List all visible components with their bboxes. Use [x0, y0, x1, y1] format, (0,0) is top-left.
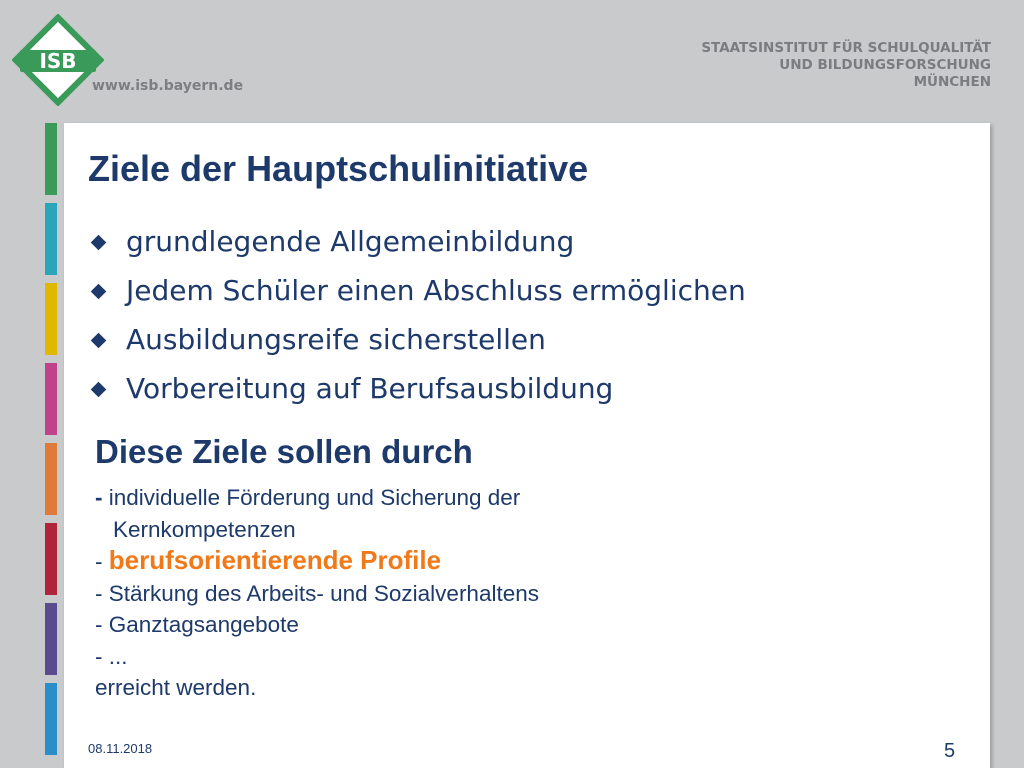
measures-list [95, 482, 539, 704]
diamond-bullet-icon [91, 333, 107, 349]
color-bar [45, 683, 57, 755]
website-url: www.isb.bayern.de [92, 78, 244, 94]
institute-line: MÜNCHEN [913, 74, 991, 90]
color-bar [45, 443, 57, 515]
diamond-bullet-icon [91, 382, 107, 398]
color-bar [45, 523, 57, 595]
bullet-text: Vorbereitung auf Berufsausbildung [126, 372, 614, 405]
highlighted-measure: berufsorientierende Profile [108, 545, 442, 575]
bullet-item [90, 222, 746, 271]
bullet-item [90, 271, 746, 320]
svg-text:ISB: ISB [39, 49, 77, 73]
isb-logo [12, 14, 104, 106]
dash: - [95, 549, 103, 574]
diamond-bullet-icon [91, 235, 107, 251]
slide-date: 08.11.2018 [88, 741, 153, 756]
dash: - [95, 485, 103, 510]
measure-line-continued: Kernkompetenzen [113, 516, 296, 542]
measure-line [95, 545, 539, 578]
bullet-item [90, 369, 746, 418]
bullet-item [90, 320, 746, 369]
bullet-list [90, 222, 746, 418]
measure-line: - Stärkung des Arbeits- und Sozialverhaltens [95, 580, 539, 606]
bullet-text: Jedem Schüler einen Abschluss ermöglichen [126, 274, 746, 307]
closing-line: erreicht werden. [95, 675, 257, 700]
measure-line: - Ganztagsangebote [95, 612, 299, 637]
institute-line: STAATSINSTITUT FÜR SCHULQUALITÄT [701, 40, 991, 56]
slide-title: Ziele der Hauptschulinitiative [88, 148, 589, 189]
subheading: Diese Ziele sollen durch [95, 433, 473, 470]
page-number: 5 [944, 740, 956, 762]
institute-line: UND BILDUNGSFORSCHUNG [779, 57, 991, 73]
color-bar [45, 603, 57, 675]
measure-line [95, 482, 539, 514]
color-bar [45, 283, 57, 355]
color-bar [45, 203, 57, 275]
institute-name [571, 40, 991, 91]
measure-line: - ... [95, 643, 128, 669]
color-bar [45, 123, 57, 195]
bullet-text: Ausbildungsreife sicherstellen [126, 323, 546, 356]
diamond-bullet-icon [91, 284, 107, 300]
bullet-text: grundlegende Allgemeinbildung [126, 225, 575, 258]
measure-text: individuelle Förderung und Sicherung der [108, 485, 521, 510]
color-bar [45, 363, 57, 435]
